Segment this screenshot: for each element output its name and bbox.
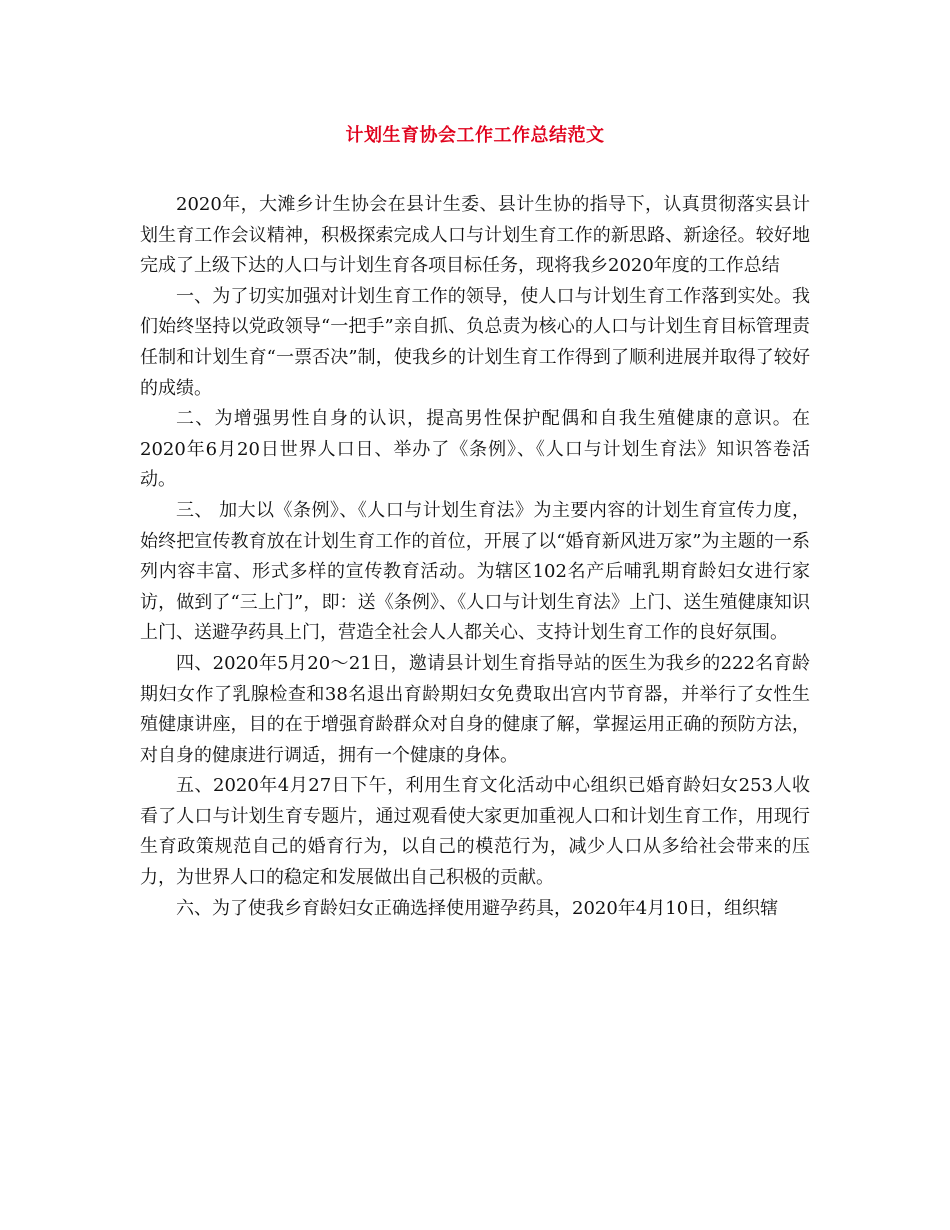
paragraph-section-1: 一、为了切实加强对计划生育工作的领导，使人口与计划生育工作落到实处。我们始终坚持以党政领导“一把手”亲自抓、负总责为核心的人口与计划生育目标管理责任制和计划生育“一票否决”制，使我乡的计划生育工作得到了顺利进展并取得了较好的成绩。 (140, 285, 810, 399)
paragraph-section-3: 三、 加大以《条例》、《人口与计划生育法》为主要内容的计划生育宣传力度，始终把宣传教育放在计划生育工作的首位，开展了以“婚育新风进万家”为主题的一系列内容丰富、形式多样的宣传教育活动。为辖区102名产后哺乳期育龄妇女进行家访，做到了“三上门”，即：送《条例》、《人口与计划生育法》上门、送生殖健康知识上门、送避孕药具上门，营造全社会人人都关心、支持计划生育工作的良好氛围。 (140, 499, 810, 644)
document-title: 计划生育协会工作工作总结范文 (345, 125, 605, 146)
paragraph-intro: 2020年，大滩乡计生协会在县计生委、县计生协的指导下，认真贯彻落实县计划生育工作会议精神，积极探索完成人口与计划生育工作的新思路、新途径。较好地完成了上级下达的人口与计划生育各项目标任务，现将我乡2020年度的工作总结 (140, 194, 810, 277)
paragraph-section-5: 五、2020年4月27日下午，利用生育文化活动中心组织已婚育龄妇女253人收看了人口与计划生育专题片，通过观看使大家更加重视人口和计划生育工作，用现行生育政策规范自己的婚育行为，以自己的模范行为，减少人口从多给社会带来的压力，为世界人口的稳定和发展做出自己积极的贡献。 (140, 775, 810, 889)
document-body (140, 190, 810, 924)
paragraph-section-4: 四、2020年5月20～21日，邀请县计划生育指导站的医生为我乡的222名育龄期妇女作了乳腺检查和38名退出育龄期妇女免费取出宫内节育器，并举行了女性生殖健康讲座，目的在于增强育龄群众对自身的健康了解，掌握运用正确的预防方法，对自身的健康进行调适，拥有一个健康的身体。 (140, 652, 810, 766)
paragraph-section-2: 二、为增强男性自身的认识，提高男性保护配偶和自我生殖健康的意识。在2020年6月20日世界人口日、举办了《条例》、《人口与计划生育法》知识答卷活动。 (140, 408, 810, 491)
paragraph-section-6: 六、为了使我乡育龄妇女正确选择使用避孕药具，2020年4月10日，组织辖 (176, 897, 779, 919)
